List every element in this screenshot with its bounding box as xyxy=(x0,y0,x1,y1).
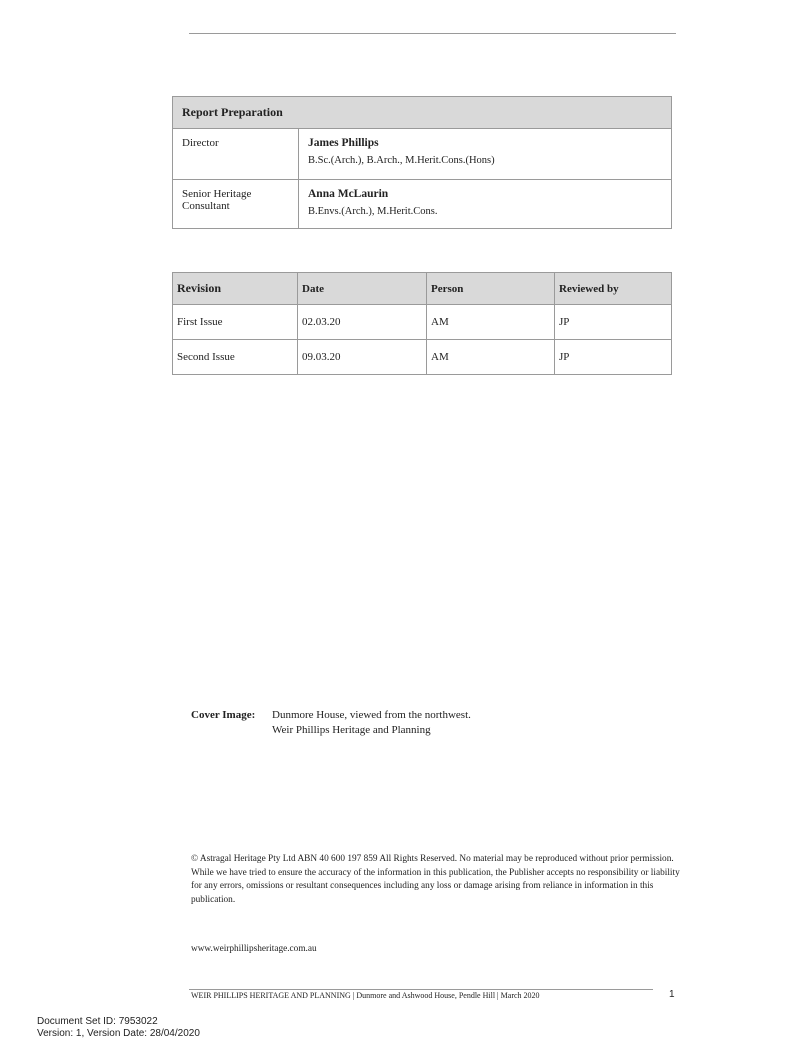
website-link[interactable]: www.weirphillipsheritage.com.au xyxy=(191,944,317,954)
person-qualifications: B.Sc.(Arch.), B.Arch., M.Herit.Cons.(Hons) xyxy=(308,155,495,166)
table-row xyxy=(173,180,672,229)
cover-image-line-2: Weir Phillips Heritage and Planning xyxy=(272,724,431,736)
person-name: James Phillips xyxy=(308,137,379,149)
report-preparation-title: Report Preparation xyxy=(173,97,672,129)
report-preparation-table xyxy=(172,96,672,229)
document-set-info xyxy=(37,1016,200,1040)
person-cell xyxy=(299,129,672,180)
page-number: 1 xyxy=(669,989,675,1000)
revision-cell: First Issue xyxy=(173,305,298,340)
date-cell: 02.03.20 xyxy=(298,305,427,340)
table-row xyxy=(173,340,672,375)
reviewed-by-cell: JP xyxy=(555,305,672,340)
column-header-reviewed-by: Reviewed by xyxy=(555,273,672,305)
document-version: Version: 1, Version Date: 28/04/2020 xyxy=(37,1028,200,1039)
cover-image-label: Cover Image: xyxy=(191,709,256,721)
document-set-id: Document Set ID: 7953022 xyxy=(37,1016,158,1027)
person-cell: AM xyxy=(427,305,555,340)
footer-rule xyxy=(189,989,653,990)
person-name: Anna McLaurin xyxy=(308,188,389,200)
reviewed-by-cell: JP xyxy=(555,340,672,375)
person-cell: AM xyxy=(427,340,555,375)
table-header-row xyxy=(173,273,672,305)
column-header-date: Date xyxy=(298,273,427,305)
copyright-notice: © Astragal Heritage Pty Ltd ABN 40 600 197 859 All Rights Reserved. No material may be reproduced without prior permission. While we have tried to ensure the accuracy of the information in this publication, the Publisher accepts no responsibility or liability for any errors, omissions or resultant consequences including any loss or damage arising from reliance in information in this publication. xyxy=(191,854,680,905)
cover-image-line-1: Dunmore House, viewed from the northwest. xyxy=(272,709,471,721)
page-footer: WEIR PHILLIPS HERITAGE AND PLANNING | Dunmore and Ashwood House, Pendle Hill | March 2020 xyxy=(191,991,540,1000)
column-header-revision: Revision xyxy=(173,273,298,305)
role-cell: Senior Heritage Consultant xyxy=(173,180,299,229)
revision-table xyxy=(172,272,672,375)
person-qualifications: B.Envs.(Arch.), M.Herit.Cons. xyxy=(308,206,438,217)
person-cell xyxy=(299,180,672,229)
table-row xyxy=(173,129,672,180)
table-header-row xyxy=(173,97,672,129)
revision-cell: Second Issue xyxy=(173,340,298,375)
role-cell: Director xyxy=(173,129,299,180)
table-row xyxy=(173,305,672,340)
date-cell: 09.03.20 xyxy=(298,340,427,375)
header-rule xyxy=(189,33,676,34)
column-header-person: Person xyxy=(427,273,555,305)
cover-image-description xyxy=(272,708,471,738)
